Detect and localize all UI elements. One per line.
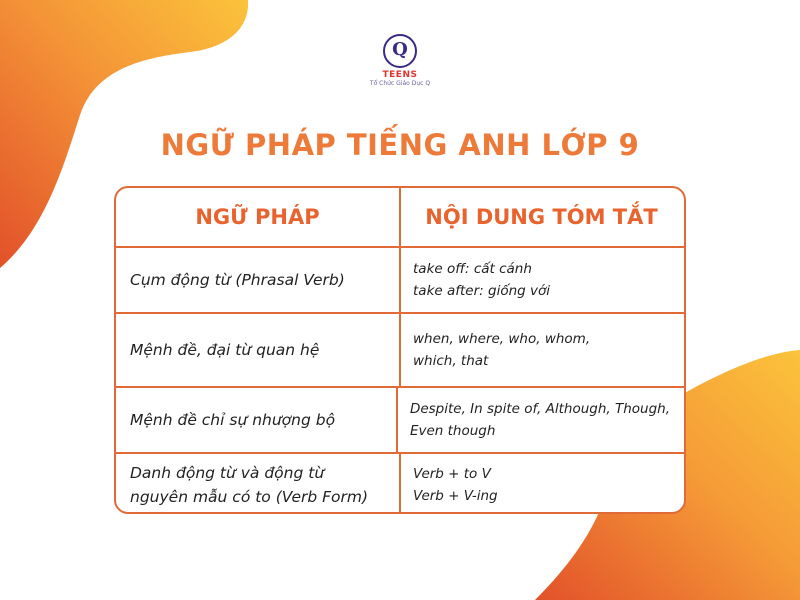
table-row — [116, 246, 684, 312]
grammar-text: Danh động từ và động từ — [130, 464, 325, 482]
grammar-text: Mệnh đề, đại từ quan hệ — [130, 341, 320, 359]
grammar-text: Mệnh đề chỉ sự nhượng bộ — [130, 411, 336, 429]
table-row — [116, 386, 684, 452]
grammar-cell — [116, 388, 398, 452]
logo-brand: TEENS — [382, 70, 418, 80]
table-row — [116, 312, 684, 386]
content-text: Verb + V-ing — [413, 488, 498, 504]
content-text: Despite, In spite of, Although, Though, — [409, 401, 670, 417]
content-text: which, that — [413, 353, 489, 369]
table-header-row — [116, 188, 684, 246]
grammar-cell — [116, 248, 401, 312]
logo-mark: Q — [392, 39, 408, 60]
grammar-table — [114, 186, 686, 514]
table-row — [116, 452, 684, 514]
content-text: take after: giống với — [413, 283, 550, 299]
logo-tagline: Tổ Chức Giáo Dục Q — [369, 80, 431, 87]
content-text: when, where, who, whom, — [413, 331, 591, 347]
content-cell — [401, 248, 684, 312]
grammar-text: Cụm động từ (Phrasal Verb) — [130, 271, 345, 289]
content-cell — [401, 454, 684, 514]
header-content: NỘI DUNG TÓM TẮT — [425, 205, 658, 229]
page-title: NGỮ PHÁP TIẾNG ANH LỚP 9 — [160, 128, 640, 162]
header-cell-content — [401, 188, 684, 246]
content-text: Verb + to V — [413, 466, 491, 482]
content-text: take off: cất cánh — [413, 261, 532, 277]
content-cell — [398, 388, 684, 452]
header-cell-grammar — [116, 188, 401, 246]
content-text: Even though — [409, 423, 496, 439]
header-grammar: NGỮ PHÁP — [195, 205, 320, 229]
grammar-cell — [116, 314, 401, 386]
logo-emblem — [383, 34, 417, 68]
content-cell — [401, 314, 684, 386]
logo — [360, 28, 440, 106]
grammar-text: nguyên mẫu có to (Verb Form) — [130, 488, 369, 506]
grammar-cell — [116, 454, 401, 514]
